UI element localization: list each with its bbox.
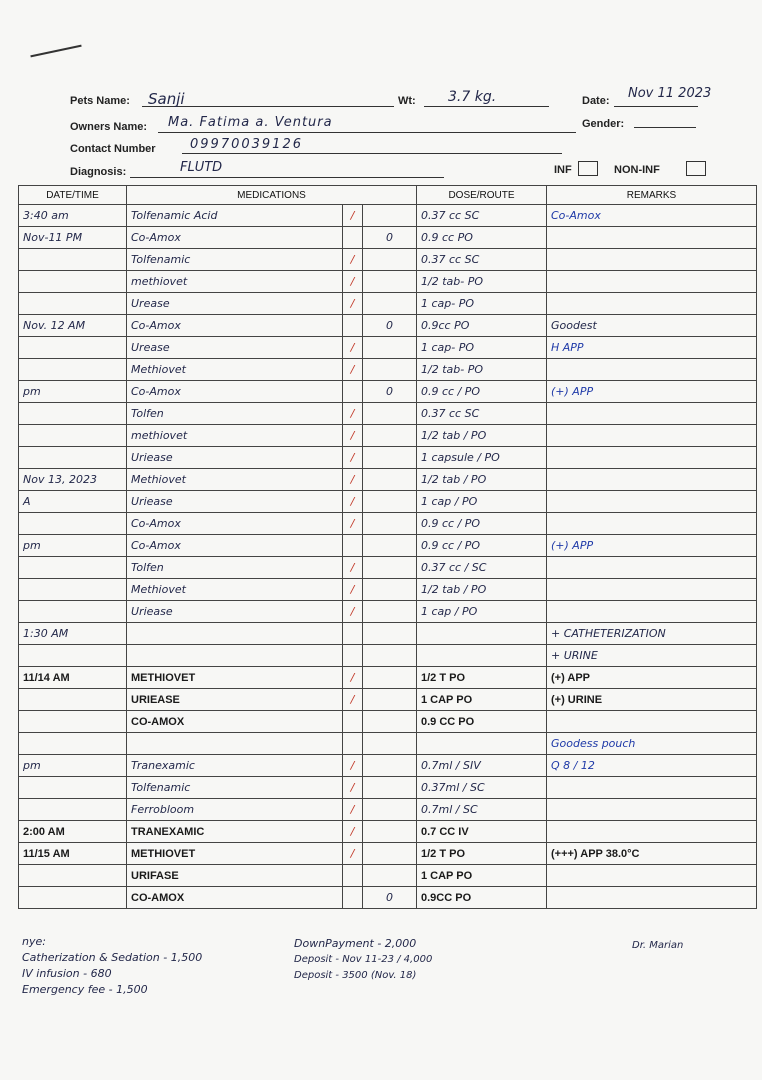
dose-route-cell: 0.7 CC IV <box>417 821 547 843</box>
date-cell <box>19 777 127 799</box>
check-cell: / <box>343 667 363 689</box>
date-cell <box>19 359 127 381</box>
table-row <box>19 887 757 909</box>
remarks-cell <box>547 711 757 733</box>
table-row <box>19 227 757 249</box>
contact-label: Contact Number <box>70 143 156 155</box>
dose-route-cell: 0.37 cc SC <box>417 205 547 227</box>
table-row <box>19 557 757 579</box>
check-cell: / <box>343 821 363 843</box>
check-cell <box>343 887 363 909</box>
dose-route-cell: 0.7ml / SIV <box>417 755 547 777</box>
remarks-cell: (+) URINE <box>547 689 757 711</box>
medication-cell: METHIOVET <box>127 843 343 865</box>
date-cell <box>19 271 127 293</box>
table-row <box>19 205 757 227</box>
remarks-cell: (+) APP <box>547 381 757 403</box>
date-cell <box>19 887 127 909</box>
given-cell <box>363 359 417 381</box>
date-cell <box>19 711 127 733</box>
check-cell: / <box>343 359 363 381</box>
given-cell <box>363 865 417 887</box>
medication-cell: Tranexamic <box>127 755 343 777</box>
medication-cell: METHIOVET <box>127 667 343 689</box>
medication-cell <box>127 733 343 755</box>
dose-route-cell: 1 CAP PO <box>417 865 547 887</box>
check-cell <box>343 733 363 755</box>
dose-route-cell: 0.9 cc / PO <box>417 381 547 403</box>
given-cell: 0 <box>363 887 417 909</box>
given-cell <box>363 755 417 777</box>
given-cell <box>363 271 417 293</box>
wt-label: Wt: <box>398 95 416 107</box>
dose-route-cell: 0.9 cc PO <box>417 227 547 249</box>
remarks-cell: H APP <box>547 337 757 359</box>
date-cell: pm <box>19 755 127 777</box>
dose-route-cell: 1/2 T PO <box>417 667 547 689</box>
medication-cell: Methiovet <box>127 579 343 601</box>
col-header-medications: MEDICATIONS <box>127 186 417 205</box>
remarks-cell: Q 8 / 12 <box>547 755 757 777</box>
date-cell <box>19 557 127 579</box>
given-cell <box>363 205 417 227</box>
diagnosis-label: Diagnosis: <box>70 166 127 178</box>
remarks-cell: Goodess pouch <box>547 733 757 755</box>
contact-line <box>182 153 562 154</box>
given-cell <box>363 623 417 645</box>
remarks-cell <box>547 865 757 887</box>
medication-cell: Tolfen <box>127 557 343 579</box>
table-row <box>19 249 757 271</box>
given-cell <box>363 249 417 271</box>
remarks-cell <box>547 799 757 821</box>
dose-route-cell: 1 cap / PO <box>417 491 547 513</box>
remarks-cell: + URINE <box>547 645 757 667</box>
table-row <box>19 337 757 359</box>
given-cell <box>363 337 417 359</box>
medication-cell: Methiovet <box>127 359 343 381</box>
check-cell <box>343 227 363 249</box>
dose-route-cell: 0.37 cc / SC <box>417 557 547 579</box>
table-row <box>19 623 757 645</box>
remarks-cell <box>547 557 757 579</box>
check-cell <box>343 623 363 645</box>
date-cell <box>19 733 127 755</box>
remarks-cell: (+) APP <box>547 535 757 557</box>
date-line <box>614 106 698 107</box>
payment-line: Deposit - 3500 (Nov. 18) <box>294 970 417 981</box>
medication-cell: methiovet <box>127 425 343 447</box>
check-cell <box>343 645 363 667</box>
medication-cell: Tolfenamic Acid <box>127 205 343 227</box>
given-cell <box>363 843 417 865</box>
date-cell: 3:40 am <box>19 205 127 227</box>
date-cell: pm <box>19 535 127 557</box>
date-cell: 11/14 AM <box>19 667 127 689</box>
medication-cell <box>127 645 343 667</box>
date-value: Nov 11 2023 <box>628 86 712 101</box>
table-row <box>19 403 757 425</box>
check-cell <box>343 535 363 557</box>
remarks-cell: Co-Amox <box>547 205 757 227</box>
remarks-cell <box>547 469 757 491</box>
date-cell: Nov-11 PM <box>19 227 127 249</box>
medication-cell: Urease <box>127 293 343 315</box>
wt-value: 3.7 kg. <box>448 89 497 105</box>
table-row <box>19 689 757 711</box>
signature: Dr. Marian <box>632 940 684 951</box>
col-header-datetime: DATE/TIME <box>19 186 127 205</box>
pen-stroke <box>30 45 81 58</box>
given-cell <box>363 447 417 469</box>
check-cell: / <box>343 755 363 777</box>
dose-route-cell: 1 cap- PO <box>417 337 547 359</box>
check-cell: / <box>343 513 363 535</box>
date-cell <box>19 425 127 447</box>
date-cell <box>19 513 127 535</box>
remarks-cell <box>547 227 757 249</box>
check-cell: / <box>343 689 363 711</box>
dose-route-cell: 0.9cc PO <box>417 315 547 337</box>
remarks-cell <box>547 601 757 623</box>
date-cell <box>19 293 127 315</box>
dose-route-cell: 1/2 tab / PO <box>417 579 547 601</box>
given-cell <box>363 469 417 491</box>
medication-cell: Tolfenamic <box>127 777 343 799</box>
given-cell <box>363 579 417 601</box>
given-cell <box>363 821 417 843</box>
dose-route-cell: 1/2 tab / PO <box>417 469 547 491</box>
medication-cell: Co-Amox <box>127 227 343 249</box>
remarks-cell: (+) APP <box>547 667 757 689</box>
remarks-cell <box>547 293 757 315</box>
table-row <box>19 579 757 601</box>
remarks-cell <box>547 887 757 909</box>
inf-label: INF <box>554 164 572 176</box>
given-cell <box>363 711 417 733</box>
given-cell <box>363 535 417 557</box>
table-row <box>19 381 757 403</box>
table-row <box>19 755 757 777</box>
check-cell: / <box>343 579 363 601</box>
table-row <box>19 843 757 865</box>
table-row <box>19 271 757 293</box>
fee-note-line: Emergency fee - 1,500 <box>22 983 148 996</box>
dose-route-cell <box>417 645 547 667</box>
table-row <box>19 513 757 535</box>
remarks-cell <box>547 403 757 425</box>
medication-cell: Uriease <box>127 447 343 469</box>
date-cell <box>19 249 127 271</box>
check-cell: / <box>343 557 363 579</box>
dose-route-cell: 1/2 tab- PO <box>417 271 547 293</box>
date-cell: 1:30 AM <box>19 623 127 645</box>
date-cell: pm <box>19 381 127 403</box>
given-cell <box>363 689 417 711</box>
check-cell: / <box>343 799 363 821</box>
pets-name-value: Sanji <box>148 90 185 108</box>
remarks-cell <box>547 777 757 799</box>
check-cell: / <box>343 337 363 359</box>
check-cell: / <box>343 403 363 425</box>
check-cell <box>343 711 363 733</box>
date-cell <box>19 337 127 359</box>
dose-route-cell: 0.9 cc / PO <box>417 513 547 535</box>
medication-cell <box>127 623 343 645</box>
table-row <box>19 359 757 381</box>
table-row <box>19 711 757 733</box>
medication-cell: Tolfenamic <box>127 249 343 271</box>
fee-note-line: IV infusion - 680 <box>22 967 112 980</box>
given-cell: 0 <box>363 381 417 403</box>
table-row <box>19 315 757 337</box>
dose-route-cell: 1 cap- PO <box>417 293 547 315</box>
owners-name-value: Ma. Fatima a. Ventura <box>168 115 333 130</box>
remarks-cell <box>547 425 757 447</box>
payment-line: Deposit - Nov 11-23 / 4,000 <box>294 954 433 965</box>
medication-cell: Methiovet <box>127 469 343 491</box>
medication-cell: CO-AMOX <box>127 711 343 733</box>
medication-cell: methiovet <box>127 271 343 293</box>
check-cell <box>343 865 363 887</box>
given-cell <box>363 491 417 513</box>
remarks-cell <box>547 359 757 381</box>
medication-cell: TRANEXAMIC <box>127 821 343 843</box>
check-cell: / <box>343 271 363 293</box>
noninf-label: NON-INF <box>614 164 660 176</box>
gender-label: Gender: <box>582 118 625 130</box>
date-cell <box>19 601 127 623</box>
given-cell <box>363 733 417 755</box>
remarks-cell: + CATHETERIZATION <box>547 623 757 645</box>
given-cell <box>363 777 417 799</box>
table-row <box>19 469 757 491</box>
remarks-cell <box>547 271 757 293</box>
check-cell: / <box>343 491 363 513</box>
gender-line <box>634 127 696 128</box>
dose-route-cell: 0.9 CC PO <box>417 711 547 733</box>
date-cell <box>19 645 127 667</box>
medication-cell: Co-Amox <box>127 315 343 337</box>
remarks-cell <box>547 513 757 535</box>
table-row <box>19 491 757 513</box>
given-cell <box>363 557 417 579</box>
dose-route-cell: 0.9CC PO <box>417 887 547 909</box>
check-cell: / <box>343 293 363 315</box>
dose-route-cell: 0.37ml / SC <box>417 777 547 799</box>
fee-note-line: nye: <box>22 935 46 948</box>
medication-table <box>18 185 757 909</box>
table-row <box>19 535 757 557</box>
diagnosis-value: FLUTD <box>180 160 223 175</box>
fee-note-line: Catherization & Sedation - 1,500 <box>22 951 203 964</box>
check-cell: / <box>343 425 363 447</box>
check-cell: / <box>343 601 363 623</box>
table-row <box>19 733 757 755</box>
dose-route-cell: 0.37 cc SC <box>417 249 547 271</box>
given-cell <box>363 293 417 315</box>
dose-route-cell: 1/2 tab- PO <box>417 359 547 381</box>
fee-notes <box>22 934 202 998</box>
dose-route-cell: 0.37 cc SC <box>417 403 547 425</box>
date-cell <box>19 689 127 711</box>
table-row <box>19 425 757 447</box>
remarks-cell <box>547 447 757 469</box>
medication-cell: CO-AMOX <box>127 887 343 909</box>
given-cell: 0 <box>363 227 417 249</box>
table-row <box>19 777 757 799</box>
owners-name-label: Owners Name: <box>70 121 148 133</box>
date-label: Date: <box>582 95 610 107</box>
medication-cell: Co-Amox <box>127 535 343 557</box>
date-cell <box>19 447 127 469</box>
diagnosis-line <box>130 177 444 178</box>
remarks-cell <box>547 249 757 271</box>
dose-route-cell: 0.7ml / SC <box>417 799 547 821</box>
medication-cell: URIEASE <box>127 689 343 711</box>
payment-notes <box>294 936 432 984</box>
owners-name-line <box>158 132 576 133</box>
medication-cell: Co-Amox <box>127 381 343 403</box>
check-cell: / <box>343 447 363 469</box>
col-header-dose-route: DOSE/ROUTE <box>417 186 547 205</box>
remarks-cell <box>547 491 757 513</box>
table-row <box>19 447 757 469</box>
medication-cell: Co-Amox <box>127 513 343 535</box>
given-cell <box>363 425 417 447</box>
date-cell: A <box>19 491 127 513</box>
table-row <box>19 821 757 843</box>
date-cell <box>19 865 127 887</box>
col-header-remarks: REMARKS <box>547 186 757 205</box>
medication-cell: Uriease <box>127 601 343 623</box>
given-cell <box>363 513 417 535</box>
dose-route-cell: 1 cap / PO <box>417 601 547 623</box>
date-cell <box>19 579 127 601</box>
inf-checkbox <box>578 161 598 176</box>
remarks-cell <box>547 821 757 843</box>
check-cell <box>343 315 363 337</box>
medication-cell: Tolfen <box>127 403 343 425</box>
date-cell: 11/15 AM <box>19 843 127 865</box>
medication-cell: Uriease <box>127 491 343 513</box>
check-cell: / <box>343 843 363 865</box>
given-cell <box>363 403 417 425</box>
date-cell: Nov 13, 2023 <box>19 469 127 491</box>
remarks-cell: (+++) APP 38.0°C <box>547 843 757 865</box>
medication-cell: URIFASE <box>127 865 343 887</box>
dose-route-cell <box>417 733 547 755</box>
date-cell: Nov. 12 AM <box>19 315 127 337</box>
medication-cell: Ferrobloom <box>127 799 343 821</box>
check-cell: / <box>343 249 363 271</box>
check-cell: / <box>343 205 363 227</box>
noninf-checkbox <box>686 161 706 176</box>
given-cell: 0 <box>363 315 417 337</box>
table-row <box>19 601 757 623</box>
date-cell: 2:00 AM <box>19 821 127 843</box>
remarks-cell <box>547 579 757 601</box>
given-cell <box>363 601 417 623</box>
wt-line <box>424 106 549 107</box>
dose-route-cell: 1 CAP PO <box>417 689 547 711</box>
dose-route-cell <box>417 623 547 645</box>
given-cell <box>363 645 417 667</box>
date-cell <box>19 403 127 425</box>
medication-cell: Urease <box>127 337 343 359</box>
pets-name-label: Pets Name: <box>70 95 130 107</box>
contact-value: 09970039126 <box>190 137 303 152</box>
table-row <box>19 293 757 315</box>
check-cell <box>343 381 363 403</box>
dose-route-cell: 1/2 T PO <box>417 843 547 865</box>
table-row <box>19 799 757 821</box>
dose-route-cell: 1/2 tab / PO <box>417 425 547 447</box>
given-cell <box>363 799 417 821</box>
remarks-cell: Goodest <box>547 315 757 337</box>
date-cell <box>19 799 127 821</box>
table-header-row <box>19 186 757 205</box>
dose-route-cell: 1 capsule / PO <box>417 447 547 469</box>
check-cell: / <box>343 777 363 799</box>
payment-line: DownPayment - 2,000 <box>294 937 417 950</box>
table-row <box>19 645 757 667</box>
table-row <box>19 667 757 689</box>
given-cell <box>363 667 417 689</box>
table-row <box>19 865 757 887</box>
check-cell: / <box>343 469 363 491</box>
dose-route-cell: 0.9 cc / PO <box>417 535 547 557</box>
